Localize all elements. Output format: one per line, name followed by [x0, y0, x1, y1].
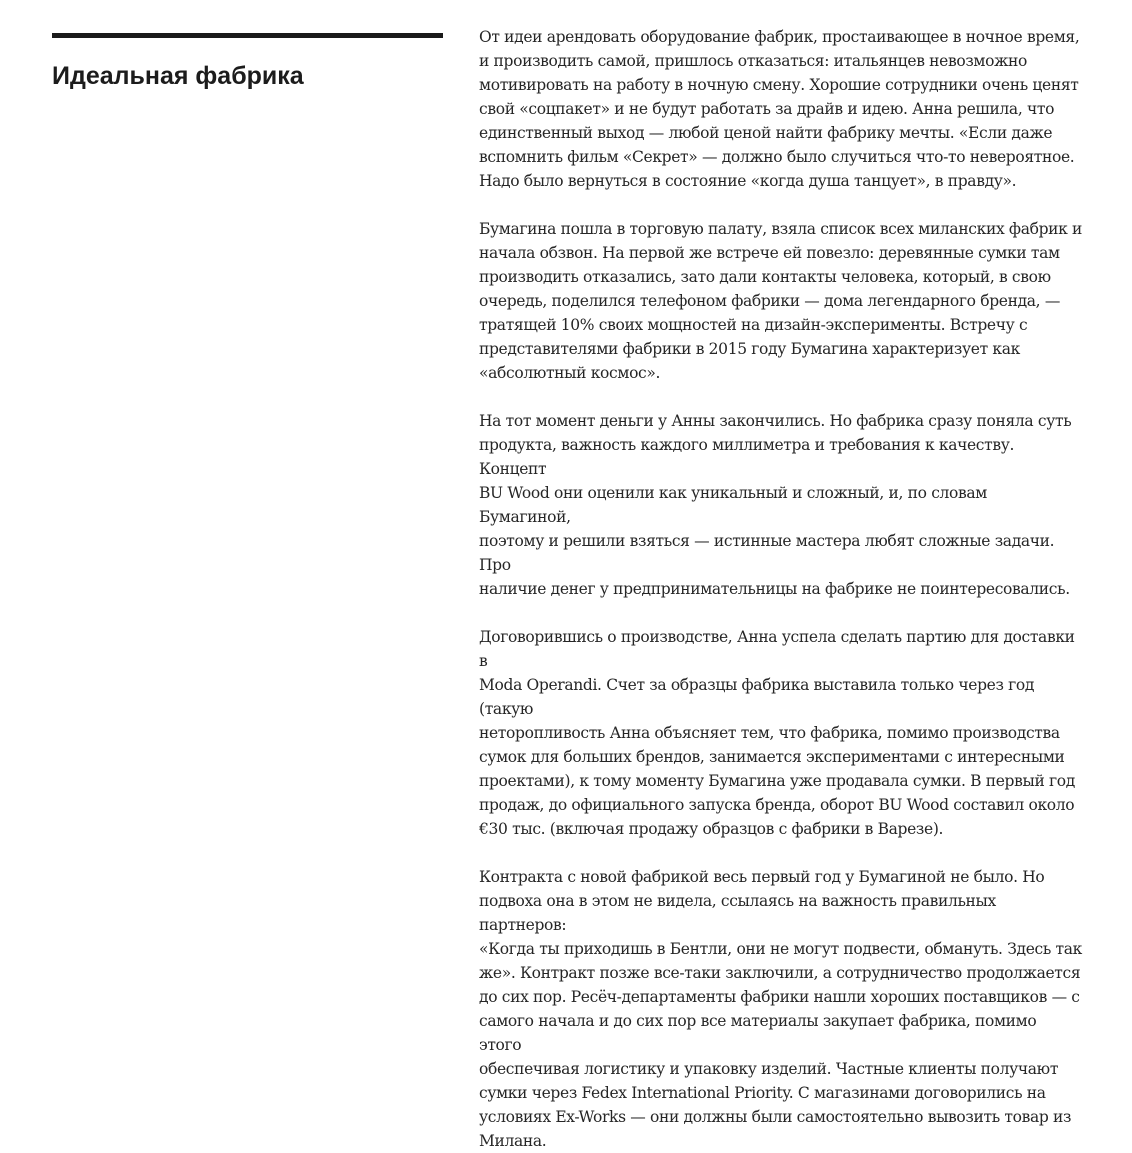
- section-heading: Идеальная фабрика: [52, 62, 304, 90]
- heading-divider: [52, 33, 443, 38]
- article-body: [479, 25, 1083, 1153]
- article-paragraph: Бумагина пошла в торговую палату, взяла список всех миланских фабрик и начала обзвон. На первой же встрече ей повезло: деревянные сумки там производить отказались, зато дали контакты человека, который, в свою очередь, поделился телефоном фабрики — дома легендарного бренда, — тратящей 10% своих мощностей на дизайн-эксперименты. Встречу с представителями фабрики в 2015 году Бумагина характеризует как «абсолютный космос».: [479, 220, 1083, 382]
- article-paragraph: На тот момент деньги у Анны закончились. Но фабрика сразу поняла суть продукта, важность каждого миллиметра и требования к качеству. Концепт BU Wood они оценили как уникальный и сложный, и, по словам Бумагиной, поэтому и решили взяться — истинные мастера любят сложные задачи. Про наличие денег у предпринимательницы на фабрике не поинтересовались.: [479, 412, 1072, 598]
- article-paragraph: Договорившись о производстве, Анна успела сделать партию для доставки в Moda Operandi. Счет за образцы фабрика выставила только через год (такую неторопливость Анна объясняет тем, что фабрика, помимо производства сумок для больших брендов, занимается экспериментами с интересными проектами), к тому моменту Бумагина уже продавала сумки. В первый год продаж, до официального запуска бренда, оборот BU Wood составил около €30 тыс. (включая продажу образцов с фабрики в Варезе).: [479, 628, 1075, 838]
- article-paragraph: Контракта с новой фабрикой весь первый год у Бумагиной не было. Но подвоха она в этом не видела, ссылаясь на важность правильных партнеров: «Когда ты приходишь в Бентли, они не могут подвести, обмануть. Здесь так же». Контракт позже все-таки заключили, а сотрудничество продолжается до сих пор. Ресёч-департаменты фабрики нашли хороших поставщиков — с самого начала и до сих пор все материалы закупает фабрика, помимо этого обеспечивая логистику и упаковку изделий. Частные клиенты получают сумки через Fedex International Priority. С магазинами договорились на условиях Ex-Works — они должны были самостоятельно вывозить товар из Милана.: [479, 868, 1082, 1150]
- section-header: [52, 33, 443, 91]
- article-paragraph: От идеи арендовать оборудование фабрик, простаивающее в ночное время, и производить самой, пришлось отказаться: итальянцев невозможно мотивировать на работу в ночную смену. Хорошие сотрудники очень ценят свой «соцпакет» и не будут работать за драйв и идею. Анна решила, что единственный выход — любой ценой найти фабрику мечты. «Если даже вспомнить фильм «Секрет» — должно было случиться что-то невероятное. Надо было вернуться в состояние «когда душа танцует», в правду».: [479, 28, 1080, 190]
